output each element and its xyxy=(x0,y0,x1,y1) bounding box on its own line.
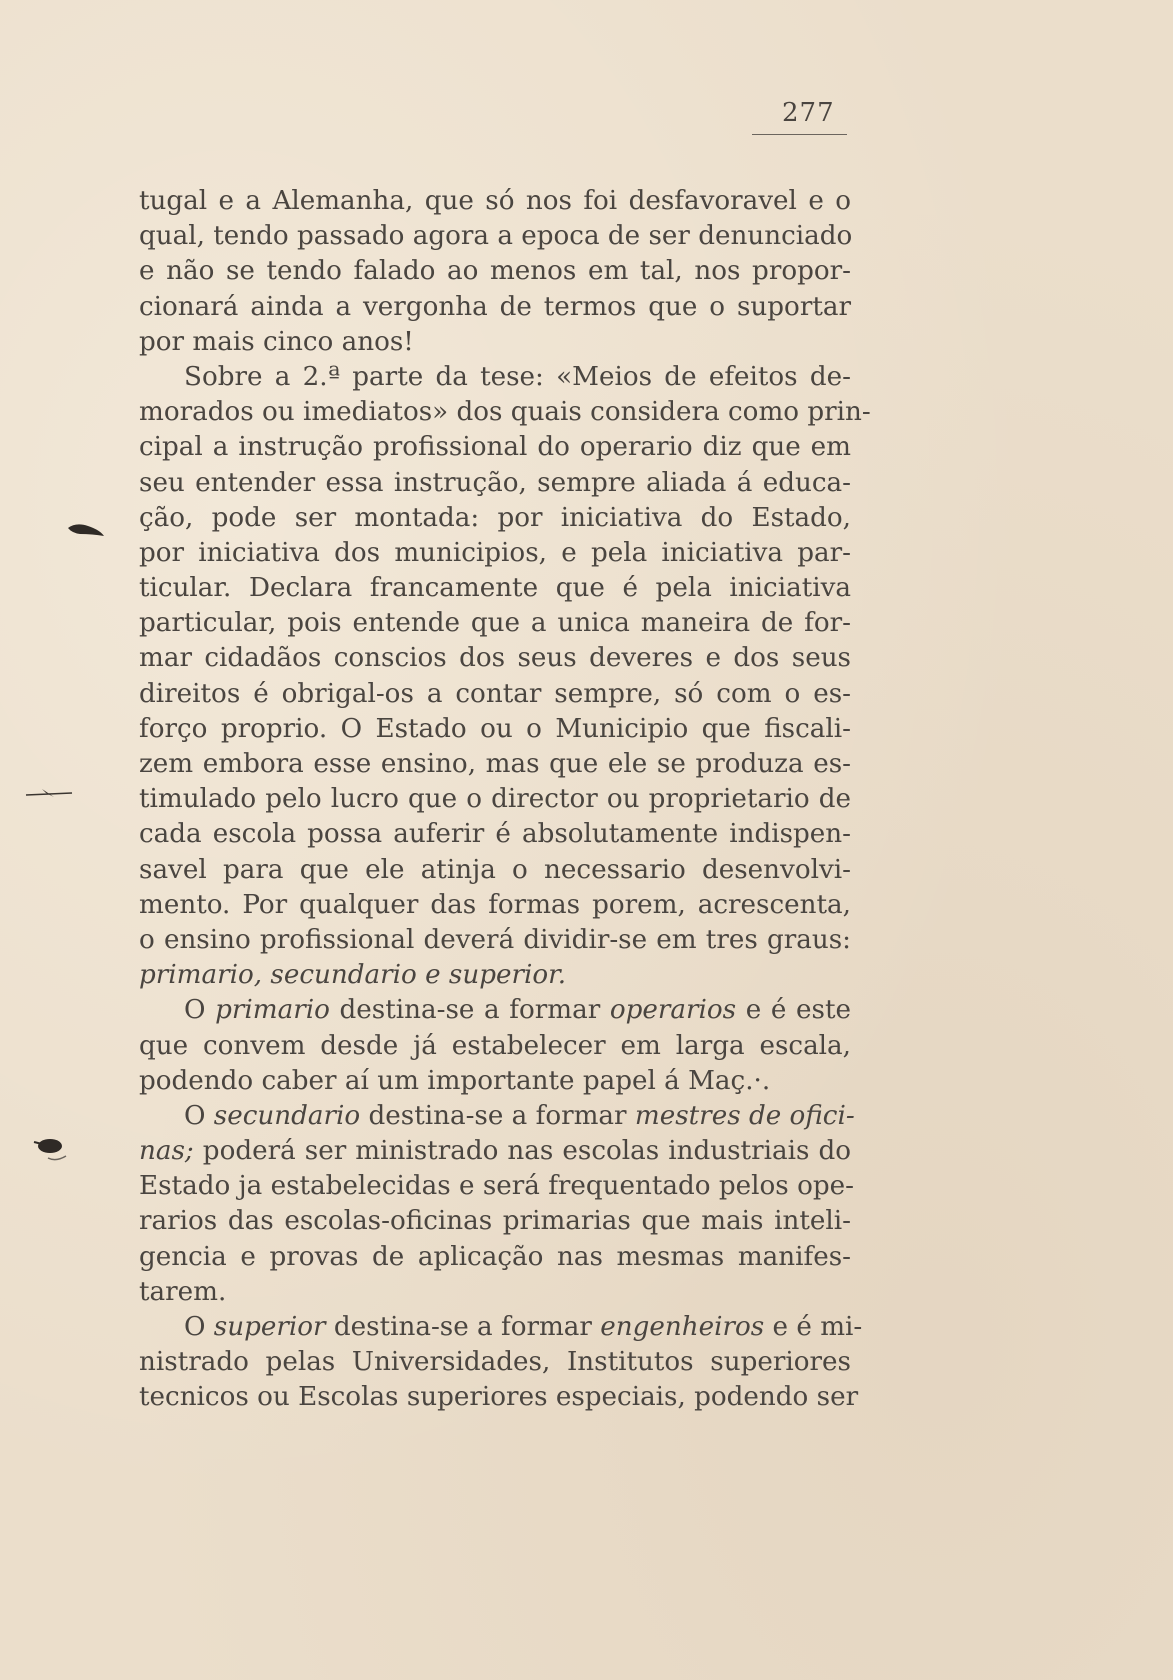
margin-mark-3 xyxy=(30,1132,70,1176)
text-line: tarem. xyxy=(139,1276,227,1307)
text-line: O secundario destina-se a formar mestres de ofici- xyxy=(184,1100,855,1131)
text-line: mento. Por qualquer das formas porem, acrescenta, xyxy=(139,889,851,920)
text-line: seu entender essa instrução, sempre aliada á educa- xyxy=(139,467,851,498)
text-line: timulado pelo lucro que o director ou proprietario de xyxy=(139,784,851,815)
text-line: tecnicos ou Escolas superiores especiais, podendo ser xyxy=(139,1382,859,1413)
text-line: qual, tendo passado agora a epoca de ser denunciado xyxy=(139,221,853,252)
text-line: cipal a instrução profissional do operario diz que em xyxy=(139,432,851,463)
text-line: cada escola possa auferir é absolutamente indispen- xyxy=(139,819,851,850)
text-line: nistrado pelas Universidades, Institutos superiores xyxy=(139,1347,851,1378)
body-text xyxy=(139,184,871,1416)
text-line: Sobre a 2.ª parte da tese: «Meios de efeitos de- xyxy=(184,361,851,392)
text-line: forço proprio. O Estado ou o Municipio que fiscali- xyxy=(139,713,851,744)
margin-mark-1 xyxy=(66,520,98,534)
text-line: podendo caber aí um importante papel á Maç.·. xyxy=(139,1065,771,1096)
text-line: o ensino profissional deverá dividir-se em tres graus: xyxy=(139,924,851,955)
page-number: 277 xyxy=(752,98,847,135)
text-line: mar cidadãos conscios dos seus deveres e dos seus xyxy=(139,643,851,674)
text-line: por mais cinco anos! xyxy=(139,326,414,357)
text-line: primario, secundario e superior. xyxy=(139,960,567,991)
text-line: savel para que ele atinja o necessario desenvolvi- xyxy=(139,854,851,885)
text-line: ção, pode ser montada: por iniciativa do Estado, xyxy=(139,502,851,533)
text-line: O superior destina-se a formar engenheiros e é mi- xyxy=(184,1312,863,1342)
text-line: que convem desde já estabelecer em larga escala, xyxy=(139,1030,851,1061)
text-line: Estado ja estabelecidas e será frequentado pelos ope- xyxy=(139,1171,854,1202)
text-line: gencia e provas de aplicação nas mesmas manifes- xyxy=(139,1241,851,1272)
text-line: por iniciativa dos municipios, e pela iniciativa par- xyxy=(139,537,851,568)
text-line: cionará ainda a vergonha de termos que o suportar xyxy=(139,291,851,322)
text-line: tugal e a Alemanha, que só nos foi desfavoravel e o xyxy=(139,186,851,216)
text-line: O primario destina-se a formar operarios e é este xyxy=(184,995,851,1026)
text-line: particular, pois entende que a unica maneira de for- xyxy=(139,608,851,639)
text-line: nas; poderá ser ministrado nas escolas industriais do xyxy=(139,1136,851,1167)
text-line: ticular. Declara francamente que é pela iniciativa xyxy=(139,573,851,604)
text-line: morados ou imediatos» dos quais considera como prin- xyxy=(139,397,871,428)
margin-mark-2 xyxy=(24,783,74,803)
text-line: e não se tendo falado ao menos em tal, nos propor- xyxy=(139,256,851,287)
text-line: zem embora esse ensino, mas que ele se produza es- xyxy=(139,749,851,779)
text-line: direitos é obrigal-os a contar sempre, só com o es- xyxy=(139,678,851,709)
text-line: rarios das escolas-oficinas primarias que mais inteli- xyxy=(139,1206,851,1237)
